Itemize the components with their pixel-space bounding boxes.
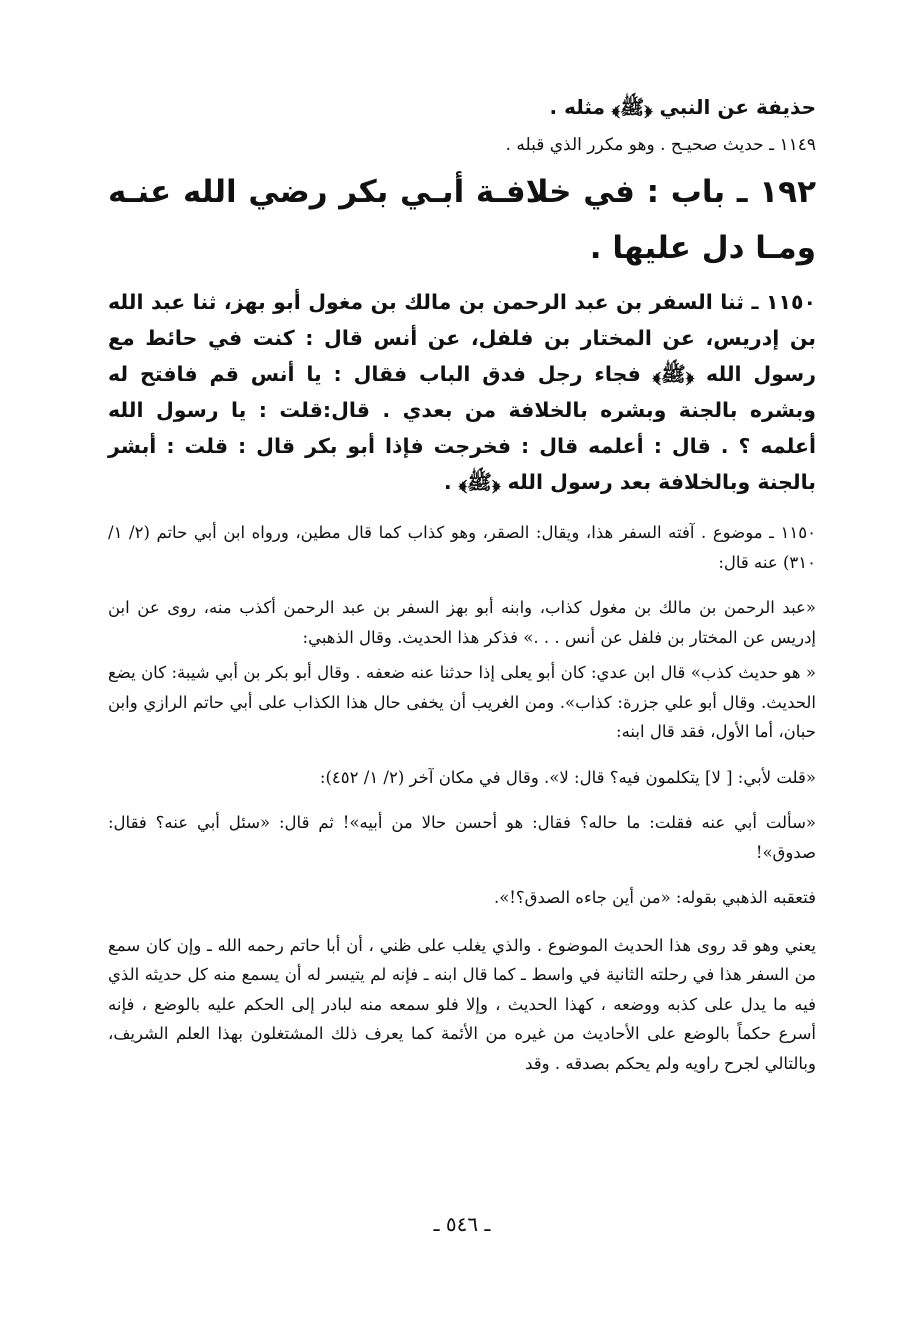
chapter-title: ١٩٢ ـ باب : في خلافـة أبـي بكر رضي الله عنـه ومـا دل عليها . bbox=[108, 174, 816, 266]
quote-dhahabi-response: فتعقبه الذهبي بقوله: «من أين جاءه الصدق؟!». bbox=[493, 888, 816, 907]
page-body bbox=[108, 88, 816, 1078]
commentary-1150: ١١٥٠ ـ موضوع . آفته السفر هذا، ويقال: الصقر، وهو كذاب كما قال مطين، ورواه ابن أبي حاتم (٢/ ١/ ٣١٠) عنه قال: bbox=[108, 523, 816, 572]
page-number: ـ ٥٤٦ ـ bbox=[433, 1212, 491, 1236]
hadith-1150-text: ١١٥٠ ـ ثنا السفر بن عبد الرحمن بن مالك بن مغول أبو بهز، ثنا عبد الله بن إدريس، عن المختار بن فلفل، عن أنس قال : كنت في حائط مع رسول الله ﴿ﷺ﴾ فجاء رجل فدق الباب فقال : يا أنس قم فافتح له وبشره بالجنة وبشره بالخلافة من بعدي . قال:قلت : يا رسول الله أعلمه ؟ . قال : أعلمه قال : فخرجت فإذا أبو بكر قال : قلت : أبشر بالجنة وبالخلافة بعد رسول الله ﴿ﷺ﴾ . bbox=[108, 290, 816, 494]
quote-dhahabi: « هو حديث كذب» قال ابن عدي: كان أبو يعلى إذا حدثنا عنه ضعفه . وقال أبو بكر بن أبي شيبة: كان يضع الحديث. وقال أبو علي جزرة: كذاب». ومن الغريب أن يخفى حال هذا الكذاب على أبي حاتم الرازي وابن حبان، أما الأول، فقد قال ابنه: bbox=[108, 663, 816, 741]
hadith-1149-note: ١١٤٩ ـ حديث صحيـح . وهو مكرر الذي قبله . bbox=[505, 135, 816, 155]
header-line: حذيفة عن النبي ﴿ﷺ﴾ مثله . bbox=[549, 95, 816, 119]
quote-abi-2: «سألت أبي عنه فقلت: ما حاله؟ فقال: هو أحسن حالا من أبيه»! ثم قال: «سئل أبي عنه؟ فقال: صدوق»! bbox=[108, 813, 816, 862]
quote-ibn-abi-hatim: «عبد الرحمن بن مالك بن مغول كذاب، وابنه أبو بهز السفر بن عبد الرحمن أكذب منه، روى عن ابن إدريس عن المختار بن فلفل عن أنس . . .» فذكر هذا الحديث. وقال الذهبي: bbox=[108, 598, 816, 647]
commentary-author: يعني وهو قد روى هذا الحديث الموضوع . والذي يغلب على ظني ، أن أبا حاتم رحمه الله ـ وإن كان سمع من السفر هذا في رحلته الثانية في واسط ـ كما قال ابنه ـ فإنه لم يتيسر له أن يسمع منه كل حديثه الذي فيه ما يدل على كذبه ووضعه ، كهذا الحديث ، وإلا فلو سمعه منه لبادر إلى الحكم عليه بالوضع ، فإنه أسرع حكماً بالوضع على الأحاديث من غيره من الأئمة كما يعرف ذلك المشتغلون بهذا العلم الشريف، وبالتالي لجرح راويه ولم يحكم بصدقه . وقد bbox=[108, 935, 816, 1073]
quote-abi-1: «قلت لأبي: [ لا] يتكلمون فيه؟ قال: لا». وقال في مكان آخر (٢/ ١/ ٤٥٢): bbox=[319, 767, 816, 787]
